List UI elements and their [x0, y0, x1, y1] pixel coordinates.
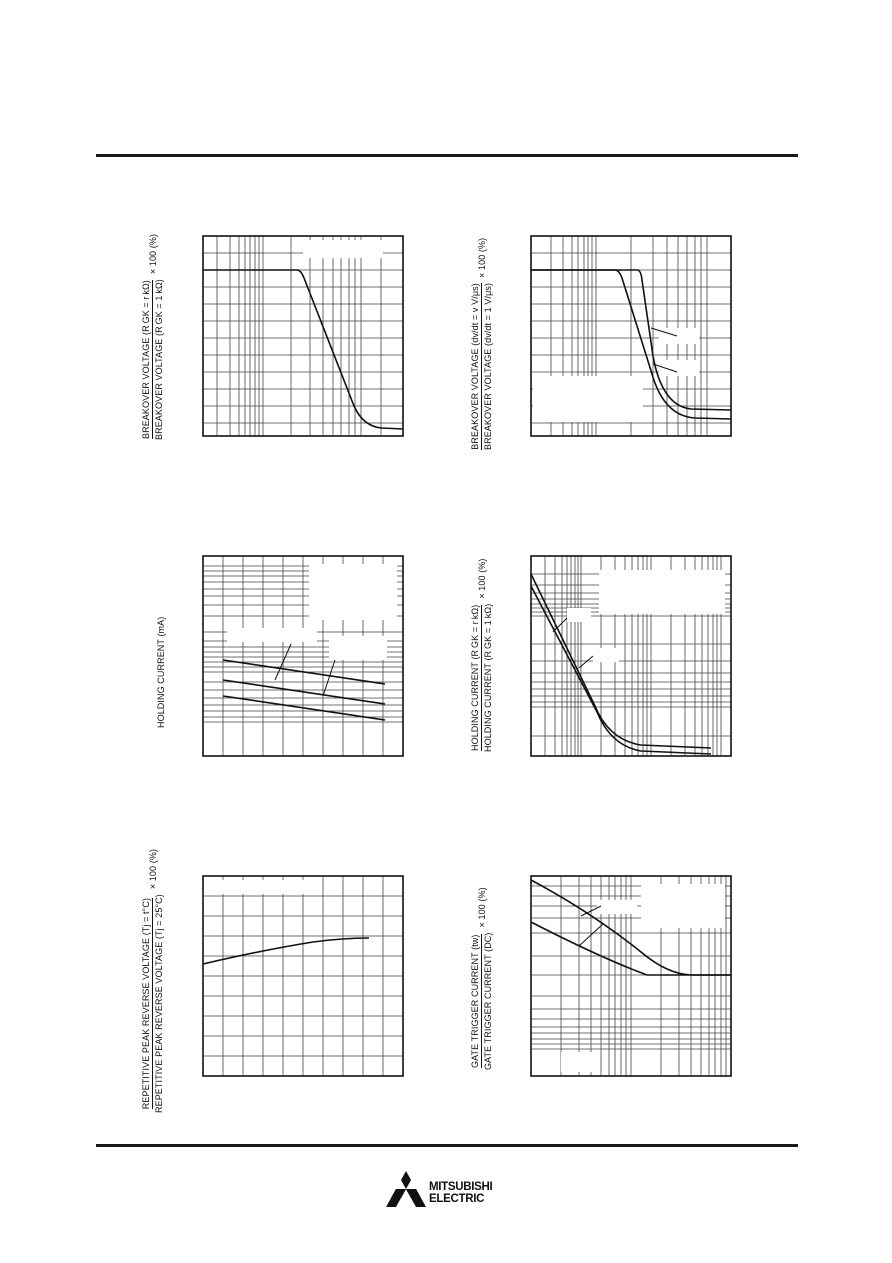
chart2-plot	[531, 236, 731, 436]
chart6-legend-box	[641, 884, 725, 928]
chart2-legend-box	[533, 376, 643, 422]
chart5-ylabel: REPETITIVE PEAK REVERSE VOLTAGE (Tj = t°C) REPETITIVE PEAK REVERSE VOLTAGE (Tj = 25°C) × 100 (%)	[141, 848, 164, 1113]
chart5-legend-box	[207, 880, 317, 894]
chart5-curve	[203, 938, 369, 964]
chart6-label-box-1	[597, 900, 637, 914]
chart4-plot	[531, 556, 731, 756]
chart2-svg	[531, 236, 731, 436]
chart6-axis-box	[561, 1052, 597, 1072]
mitsubishi-electric-logo	[386, 1171, 516, 1207]
chart3-plot	[203, 556, 403, 756]
chart3-leader-2	[323, 660, 335, 696]
chart1-plot	[203, 236, 403, 436]
chart2-curve-label-box-1	[659, 328, 699, 344]
chart1-svg	[203, 236, 403, 436]
chart3-svg	[203, 556, 403, 756]
chart4-ylabel: HOLDING CURRENT (R GK = r kΩ) HOLDING CURRENT (R GK = 1 kΩ) × 100 (%)	[470, 558, 493, 752]
chart5-svg	[203, 876, 403, 1076]
chart4-legend-box	[599, 570, 725, 614]
chart2-ylabel: BREAKOVER VOLTAGE (dv/dt = v V/μs) BREAKOVER VOLTAGE (dv/dt = 1 V/μs) × 100 (%)	[470, 237, 493, 450]
chart1-legend-box	[303, 240, 383, 258]
chart1-grid-h	[203, 253, 403, 423]
logo-text-electric: ELECTRIC	[429, 1193, 485, 1205]
chart6-svg	[531, 876, 731, 1076]
chart4-svg	[531, 556, 731, 756]
footer-rule	[96, 1144, 798, 1147]
chart6-plot	[531, 876, 731, 1076]
chart3-label-box-1	[227, 628, 317, 642]
chart6-ylabel: GATE TRIGGER CURRENT (tw) GATE TRIGGER CURRENT (DC) × 100 (%)	[470, 887, 493, 1070]
chart1-curve	[203, 270, 403, 429]
chart3-label-box-2	[329, 636, 387, 660]
logo-text-mitsubishi: MITSUBISHI	[429, 1181, 493, 1193]
chart4-label-box-1	[567, 608, 591, 622]
chart5-plot	[203, 876, 403, 1076]
chart1-ylabel: BREAKOVER VOLTAGE (R GK = r kΩ) BREAKOVER VOLTAGE (R GK = 1 kΩ) × 100 (%)	[141, 233, 164, 440]
three-diamonds-icon	[386, 1171, 426, 1207]
chart3-ylabel: HOLDING CURRENT (mA)	[156, 616, 166, 728]
header-rule	[96, 154, 798, 157]
chart4-label-box-2	[593, 648, 619, 662]
chart3-legend-box	[309, 564, 397, 620]
